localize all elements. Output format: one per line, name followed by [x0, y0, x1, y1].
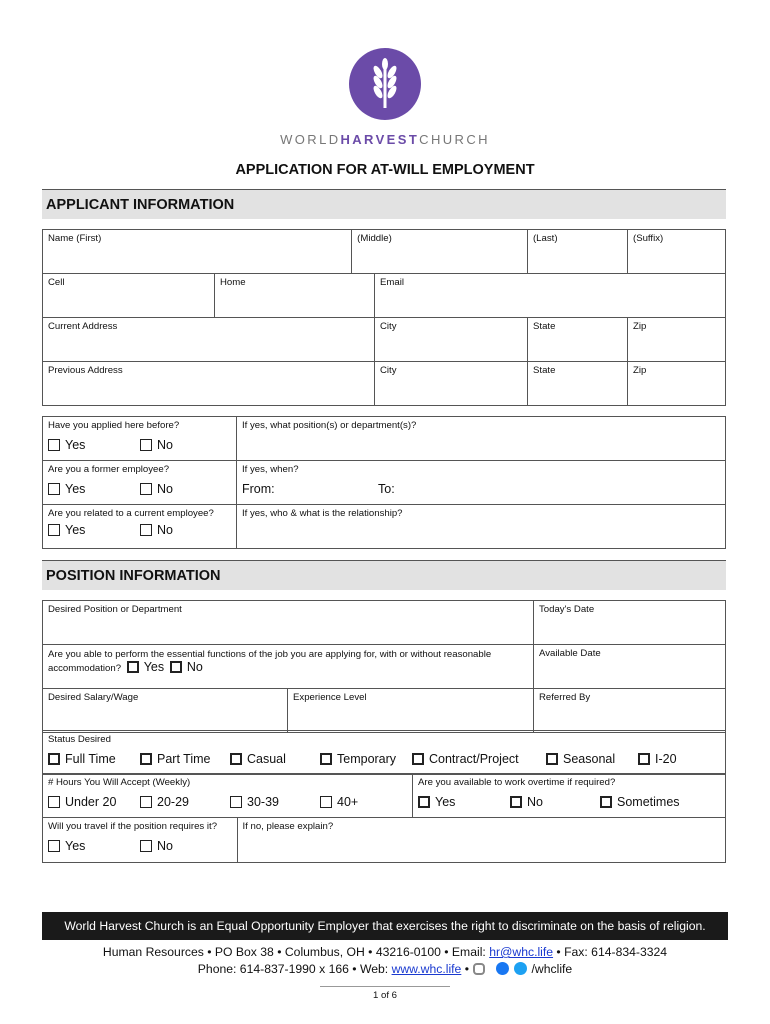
- name-last-field[interactable]: (Last): [527, 230, 627, 274]
- checkbox-icon[interactable]: [546, 753, 558, 765]
- checkbox-icon[interactable]: [48, 753, 60, 765]
- overtime-yes[interactable]: Yes: [418, 795, 510, 809]
- travel-row: [43, 818, 726, 863]
- status-part-time[interactable]: Part Time: [140, 752, 230, 766]
- former-employee-yes[interactable]: Yes: [48, 482, 140, 496]
- applied-before-yes[interactable]: Yes: [48, 438, 140, 452]
- former-employee-no[interactable]: No: [140, 482, 173, 496]
- previous-zip-field[interactable]: Zip: [628, 362, 726, 406]
- contact-line-1: Human Resources • PO Box 38 • Columbus, OH • 43216-0100 • Email: hr@whc.life • Fax: 614-834-3324: [102, 945, 668, 959]
- current-address-field[interactable]: Current Address: [43, 318, 375, 362]
- applied-before-no[interactable]: No: [140, 438, 173, 452]
- checkbox-icon[interactable]: [320, 753, 332, 765]
- checkbox-icon[interactable]: [638, 753, 650, 765]
- current-city-field[interactable]: City: [374, 318, 527, 362]
- checkbox-icon[interactable]: [510, 796, 522, 808]
- checkbox-icon[interactable]: [140, 840, 152, 852]
- todays-date-field[interactable]: Today's Date: [534, 601, 726, 645]
- logo-wordmark: WORLDHARVESTCHURCH: [280, 132, 490, 147]
- status-i20[interactable]: I-20: [638, 752, 677, 766]
- travel-yes[interactable]: Yes: [48, 839, 140, 853]
- equal-opportunity-banner: World Harvest Church is an Equal Opportunity Employer that exercises the right to discriminate on the basis of religion.: [42, 912, 728, 940]
- status-table: [42, 730, 726, 775]
- checkbox-icon[interactable]: [412, 753, 424, 765]
- current-state-field[interactable]: State: [528, 318, 628, 362]
- hours-under-20[interactable]: Under 20: [48, 795, 140, 809]
- logo: [0, 48, 770, 147]
- checkbox-icon[interactable]: [140, 796, 152, 808]
- name-middle-field[interactable]: (Middle): [352, 230, 528, 274]
- referred-by-field[interactable]: Referred By: [534, 689, 726, 733]
- travel-no[interactable]: No: [140, 839, 173, 853]
- previous-city-field[interactable]: City: [374, 362, 527, 406]
- instagram-icon[interactable]: [473, 963, 485, 975]
- overtime-cell: Are you available to work overtime if required? Yes No Sometimes: [413, 774, 726, 818]
- cell-phone-field[interactable]: Cell: [43, 274, 215, 318]
- travel-explain-field[interactable]: If no, please explain?: [242, 821, 334, 832]
- essential-functions-cell: [43, 645, 534, 689]
- checkbox-icon[interactable]: [230, 796, 242, 808]
- checkbox-icon[interactable]: [48, 524, 60, 536]
- status-full-time[interactable]: Full Time: [48, 752, 140, 766]
- related-no[interactable]: No: [140, 523, 173, 537]
- name-suffix-field[interactable]: (Suffix): [628, 230, 726, 274]
- checkbox-icon[interactable]: [48, 796, 60, 808]
- checkbox-icon[interactable]: [48, 483, 60, 495]
- website-link[interactable]: www.whc.life: [391, 962, 462, 976]
- position-section-heading: POSITION INFORMATION: [42, 560, 726, 590]
- contact-line-2: Phone: 614-837-1990 x 166 • Web: www.whc.life • /whclife: [197, 962, 573, 976]
- status-casual[interactable]: Casual: [230, 752, 320, 766]
- travel-cell: Will you travel if the position requires it? Yes No: [43, 818, 237, 862]
- applied-positions-field[interactable]: If yes, what position(s) or department(s)?: [237, 417, 726, 461]
- twitter-icon[interactable]: [514, 962, 527, 975]
- wheat-logo-icon: [349, 48, 421, 120]
- page-number: 1 of 6: [372, 990, 397, 1001]
- checkbox-icon[interactable]: [320, 796, 332, 808]
- available-date-field[interactable]: Available Date: [534, 645, 726, 689]
- email-field[interactable]: Email: [374, 274, 725, 318]
- hours-overtime-table: [42, 773, 726, 863]
- checkbox-icon[interactable]: [140, 524, 152, 536]
- essential-functions-yes[interactable]: Yes: [124, 660, 164, 674]
- experience-level-field[interactable]: Experience Level: [288, 689, 534, 733]
- to-label: To:: [378, 482, 395, 496]
- hours-30-39[interactable]: 30-39: [230, 795, 320, 809]
- status-contract-project[interactable]: Contract/Project: [412, 752, 546, 766]
- essential-functions-no[interactable]: No: [167, 660, 203, 674]
- status-seasonal[interactable]: Seasonal: [546, 752, 638, 766]
- overtime-no[interactable]: No: [510, 795, 600, 809]
- position-table: [42, 600, 726, 733]
- previous-state-field[interactable]: State: [528, 362, 628, 406]
- document-title: APPLICATION FOR AT-WILL EMPLOYMENT: [235, 162, 535, 178]
- applicant-history-table: [42, 416, 726, 549]
- hours-cell: # Hours You Will Accept (Weekly) Under 20 20-29 30-39 40+: [43, 774, 413, 818]
- current-zip-field[interactable]: Zip: [628, 318, 726, 362]
- desired-salary-field[interactable]: Desired Salary/Wage: [43, 689, 288, 733]
- hours-40-plus[interactable]: 40+: [320, 795, 358, 809]
- checkbox-icon[interactable]: [140, 439, 152, 451]
- checkbox-icon[interactable]: [418, 796, 430, 808]
- applicant-section-heading: APPLICANT INFORMATION: [42, 189, 726, 219]
- previous-address-field[interactable]: Previous Address: [43, 362, 375, 406]
- checkbox-icon[interactable]: [127, 661, 139, 673]
- related-who-field[interactable]: If yes, who & what is the relationship?: [237, 505, 726, 549]
- name-first-field[interactable]: Name (First): [43, 230, 352, 274]
- essential-functions-question: Are you able to perform the essential functions of the job you are applying for, with or without reasonable accommodation?: [48, 649, 492, 674]
- hours-20-29[interactable]: 20-29: [140, 795, 230, 809]
- former-employee-cell: Are you a former employee? Yes No: [43, 461, 237, 505]
- checkbox-icon[interactable]: [230, 753, 242, 765]
- applied-before-cell: Have you applied here before? Yes No: [43, 417, 237, 461]
- applicant-name-contact-table: [42, 229, 726, 406]
- checkbox-icon[interactable]: [48, 840, 60, 852]
- email-link[interactable]: hr@whc.life: [489, 945, 554, 959]
- former-when-field[interactable]: If yes, when? From: To:: [237, 461, 726, 505]
- related-yes[interactable]: Yes: [48, 523, 140, 537]
- overtime-sometimes[interactable]: Sometimes: [600, 795, 680, 809]
- checkbox-icon[interactable]: [140, 753, 152, 765]
- checkbox-icon[interactable]: [140, 483, 152, 495]
- page-divider: [320, 986, 450, 987]
- facebook-icon[interactable]: [496, 962, 509, 975]
- status-desired-cell: Status Desired Full Time Part Time Casual Temporary Contract/Project Seasonal I-20: [43, 731, 726, 775]
- desired-position-field[interactable]: Desired Position or Department: [43, 601, 534, 645]
- from-label: From:: [242, 482, 275, 496]
- related-cell: Are you related to a current employee? Yes No: [43, 505, 237, 549]
- checkbox-icon[interactable]: [170, 661, 182, 673]
- checkbox-icon[interactable]: [48, 439, 60, 451]
- status-temporary[interactable]: Temporary: [320, 752, 412, 766]
- checkbox-icon[interactable]: [600, 796, 612, 808]
- home-phone-field[interactable]: Home: [215, 274, 375, 318]
